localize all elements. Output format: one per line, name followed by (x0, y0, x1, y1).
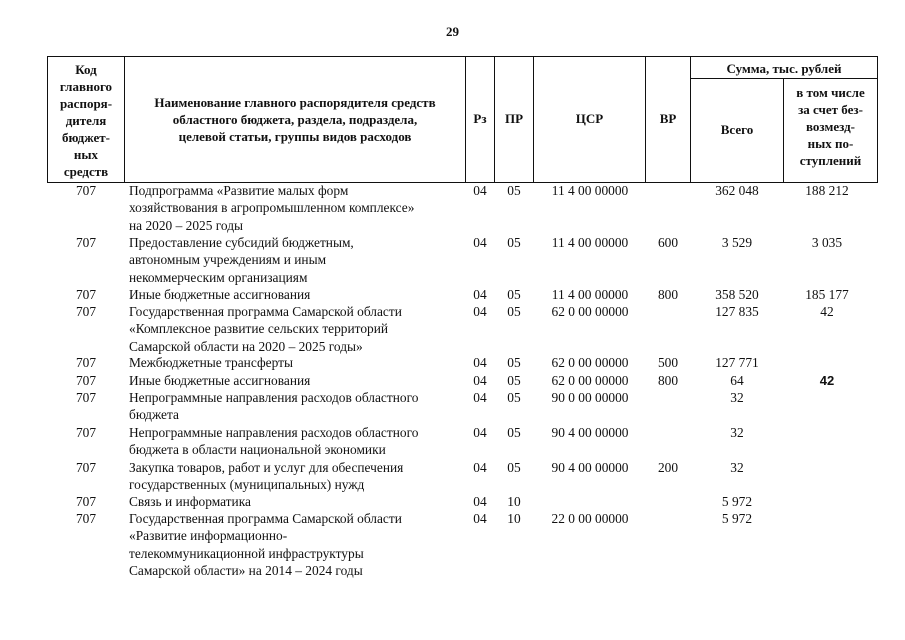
header-own-line: ных по- (807, 136, 854, 151)
page-number: 29 (446, 24, 459, 39)
row-rz: 04 (473, 183, 487, 198)
row-name-line: бюджета в области национальной экономики (129, 442, 386, 458)
row-name (129, 354, 467, 371)
header-own-line: в том числе (796, 85, 865, 100)
header-code-line: Код (75, 62, 97, 77)
row-rz: 04 (473, 460, 487, 475)
row-total: 358 520 (715, 287, 759, 302)
header-pr: ПР (504, 111, 524, 126)
row-name-line: «Развитие информационно- (129, 528, 288, 544)
header-sum: Сумма, тыс. рублей (726, 61, 842, 76)
row-name-line: Непрограммные направления расходов областного (129, 425, 419, 440)
table-row (0, 234, 905, 288)
table-row (0, 510, 905, 582)
row-name (129, 182, 467, 234)
row-rz: 04 (473, 235, 487, 250)
row-rz: 04 (473, 373, 487, 388)
header-name-line: Наименование главного распорядителя средств (154, 95, 436, 110)
header-code (48, 61, 124, 180)
row-code: 707 (75, 304, 97, 319)
row-code: 707 (75, 425, 97, 440)
header-rz: Рз (473, 111, 487, 126)
row-csr: 90 4 00 00000 (551, 460, 629, 475)
row-csr: 62 0 00 00000 (551, 304, 629, 319)
header-own (784, 84, 877, 169)
row-total: 5 972 (721, 511, 753, 526)
row-csr: 11 4 00 00000 (551, 183, 629, 198)
row-total: 3 529 (721, 235, 753, 250)
row-pr: 05 (507, 304, 521, 319)
row-rz: 04 (473, 494, 487, 509)
header-code-line: дителя (65, 113, 107, 128)
sum-divider (690, 78, 878, 79)
row-name-line: хозяйствования в агропромышленном комплексе» (129, 200, 415, 216)
row-code: 707 (75, 494, 97, 509)
row-name-line: Связь и информатика (129, 494, 251, 509)
row-total: 127 771 (715, 355, 759, 370)
row-vr: 800 (657, 287, 679, 302)
table-row (0, 182, 905, 236)
row-code: 707 (75, 373, 97, 388)
row-name-line: Иные бюджетные ассигнования (129, 287, 311, 302)
row-pr: 05 (507, 183, 521, 198)
row-vr: 600 (657, 235, 679, 250)
row-pr: 05 (507, 373, 521, 388)
row-name-line: Государственная программа Самарской области (129, 304, 402, 319)
header-code-line: ных (73, 147, 99, 162)
row-code: 707 (75, 460, 97, 475)
header-own-line: ступлений (799, 153, 862, 168)
row-own: 42 (819, 373, 835, 388)
table-row (0, 389, 905, 425)
row-csr: 11 4 00 00000 (551, 287, 629, 302)
row-code: 707 (75, 235, 97, 250)
row-total: 127 835 (715, 304, 759, 319)
row-csr: 22 0 00 00000 (551, 511, 629, 526)
row-pr: 05 (507, 355, 521, 370)
row-own: 185 177 (805, 287, 849, 302)
row-total: 362 048 (715, 183, 759, 198)
header-own-line: за счет без- (798, 102, 863, 117)
row-pr: 05 (507, 235, 521, 250)
table-row (0, 354, 905, 372)
row-name-line: Иные бюджетные ассигнования (129, 373, 311, 388)
row-name (129, 493, 467, 510)
header-own-line: возмезд- (806, 119, 855, 134)
row-name-line: Подпрограмма «Развитие малых форм (129, 183, 349, 198)
row-code: 707 (75, 390, 97, 405)
row-name (129, 234, 467, 286)
row-total: 32 (730, 460, 744, 475)
row-own: 188 212 (805, 183, 849, 198)
row-pr: 10 (507, 511, 521, 526)
header-code-line: бюджет- (61, 130, 110, 145)
row-csr: 90 4 00 00000 (551, 425, 629, 440)
header-vr: ВР (659, 111, 677, 126)
header-code-line: распоря- (59, 96, 113, 111)
row-name (129, 286, 467, 303)
table-row (0, 286, 905, 304)
row-rz: 04 (473, 511, 487, 526)
header-csr: ЦСР (575, 111, 604, 126)
table-row (0, 424, 905, 460)
row-name-line: автономным учреждениям и иным (129, 252, 327, 268)
row-name-line: на 2020 – 2025 годы (129, 217, 244, 233)
vline-code (124, 56, 125, 183)
row-pr: 05 (507, 425, 521, 440)
row-csr: 11 4 00 00000 (551, 235, 629, 250)
row-total: 64 (730, 373, 744, 388)
row-name (129, 459, 467, 494)
row-csr: 62 0 00 00000 (551, 373, 629, 388)
row-name-line: Непрограммные направления расходов областного (129, 390, 419, 405)
header-name (126, 94, 464, 145)
header-name-line: целевой статьи, группы видов расходов (178, 129, 412, 144)
row-name-line: «Комплексное развитие сельских территорий (129, 321, 389, 337)
table-row (0, 459, 905, 495)
row-vr: 200 (657, 460, 679, 475)
header-top-border (47, 56, 878, 57)
row-rz: 04 (473, 287, 487, 302)
row-name-line: Государственная программа Самарской области (129, 511, 402, 526)
row-vr: 500 (657, 355, 679, 370)
row-csr: 62 0 00 00000 (551, 355, 629, 370)
row-own: 42 (820, 304, 834, 319)
row-name-line: некоммерческим организациям (129, 269, 308, 285)
table-row (0, 493, 905, 511)
row-name (129, 510, 467, 580)
row-name-line: бюджета (129, 407, 179, 423)
row-name-line: Самарской области» на 2014 – 2024 годы (129, 563, 363, 579)
header-name-line: областного бюджета, раздела, подраздела, (172, 112, 418, 127)
row-rz: 04 (473, 304, 487, 319)
row-pr: 10 (507, 494, 521, 509)
row-csr: 90 0 00 00000 (551, 390, 629, 405)
row-name (129, 303, 467, 355)
header-total: Всего (720, 122, 754, 137)
row-name (129, 389, 467, 424)
row-code: 707 (75, 355, 97, 370)
header-code-line: средств (63, 164, 109, 179)
row-name-line: телекоммуникационной инфраструктуры (129, 545, 364, 561)
row-name (129, 372, 467, 389)
row-name-line: Межбюджетные трансферты (129, 355, 293, 370)
row-code: 707 (75, 511, 97, 526)
row-code: 707 (75, 287, 97, 302)
row-name-line: государственных (муниципальных) нужд (129, 477, 365, 493)
row-rz: 04 (473, 390, 487, 405)
row-name-line: Самарской области на 2020 – 2025 годы» (129, 338, 363, 354)
row-vr: 800 (657, 373, 679, 388)
vline-right (877, 56, 878, 183)
row-pr: 05 (507, 460, 521, 475)
row-name (129, 424, 467, 459)
row-total: 5 972 (721, 494, 753, 509)
row-pr: 05 (507, 390, 521, 405)
row-pr: 05 (507, 287, 521, 302)
row-code: 707 (75, 183, 97, 198)
header-code-line: главного (59, 79, 113, 94)
row-name-line: Предоставление субсидий бюджетным, (129, 235, 354, 250)
row-rz: 04 (473, 425, 487, 440)
row-total: 32 (730, 390, 744, 405)
row-name-line: Закупка товаров, работ и услуг для обеспечения (129, 460, 404, 475)
row-total: 32 (730, 425, 744, 440)
row-own: 3 035 (811, 235, 843, 250)
table-row (0, 372, 905, 390)
table-row (0, 303, 905, 357)
row-rz: 04 (473, 355, 487, 370)
